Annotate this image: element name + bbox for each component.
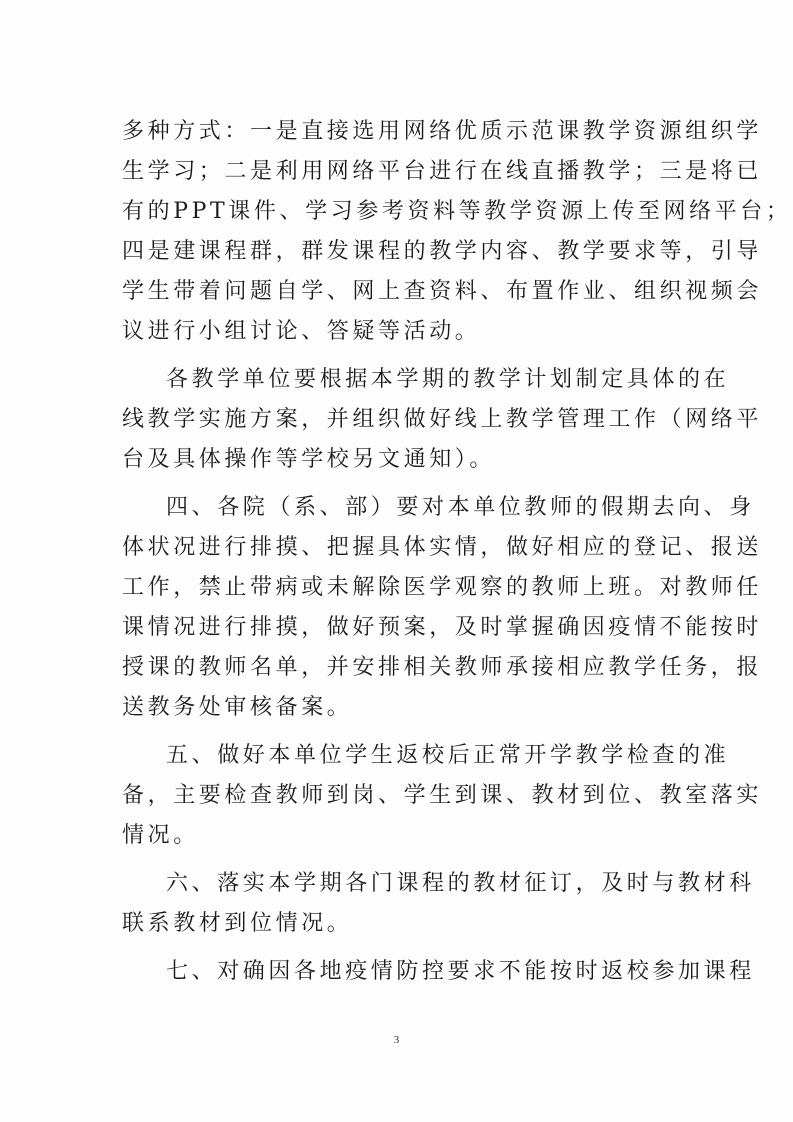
page-number: 3 [393,1034,400,1046]
paragraph [122,360,763,480]
text-line: 线教学实施方案，并组织做好线上教学管理工作（网络平 [122,407,763,432]
paragraph [122,952,755,992]
text-line: 五、做好本单位学生返校后正常开学教学检查的准 [166,743,730,768]
paragraph [122,488,763,728]
paragraph [122,112,792,352]
text-line: 四是建课程群，群发课程的教学内容、教学要求等，引导 [122,239,763,264]
text-line: 工作，禁止带病或未解除医学观察的教师上班。对教师任 [122,575,763,600]
text-line: 多种方式：一是直接选用网络优质示范课教学资源组织学 [122,119,763,144]
text-line: 生学习；二是利用网络平台进行在线直播教学；三是将已 [122,159,763,184]
text-line: 联系教材到位情况。 [122,911,353,936]
text-line: 四、各院（系、部）要对本单位教师的假期去向、身 [166,495,755,520]
text-line: 七、对确因各地疫情防控要求不能按时返校参加课程 [166,959,755,984]
paragraph [122,864,755,944]
text-line: 议进行小组讨论、答疑等活动。 [122,319,481,344]
text-line: 备，主要检查教师到岗、学生到课、教材到位、教室落实 [122,783,763,808]
text-line: 各教学单位要根据本学期的教学计划制定具体的在 [166,367,730,392]
document-body [122,112,792,1000]
text-line: 授课的教师名单，并安排相关教师承接相应教学任务，报 [122,655,763,680]
text-line: 六、落实本学期各门课程的教材征订，及时与教材科 [166,871,755,896]
text-line: 课情况进行排摸，做好预案，及时掌握确因疫情不能按时 [122,615,763,640]
text-line: 送教务处审核备案。 [122,695,353,720]
text-line: 台及具体操作等学校另文通知）。 [122,447,496,472]
text-line: 情况。 [122,823,199,848]
text-line: 有的PPT课件、学习参考资料等教学资源上传至网络平台； [122,199,792,224]
text-line: 体状况进行排摸、把握具体实情，做好相应的登记、报送 [122,535,763,560]
text-line: 学生带着问题自学、网上查资料、布置作业、组织视频会 [122,279,763,304]
paragraph [122,736,763,856]
